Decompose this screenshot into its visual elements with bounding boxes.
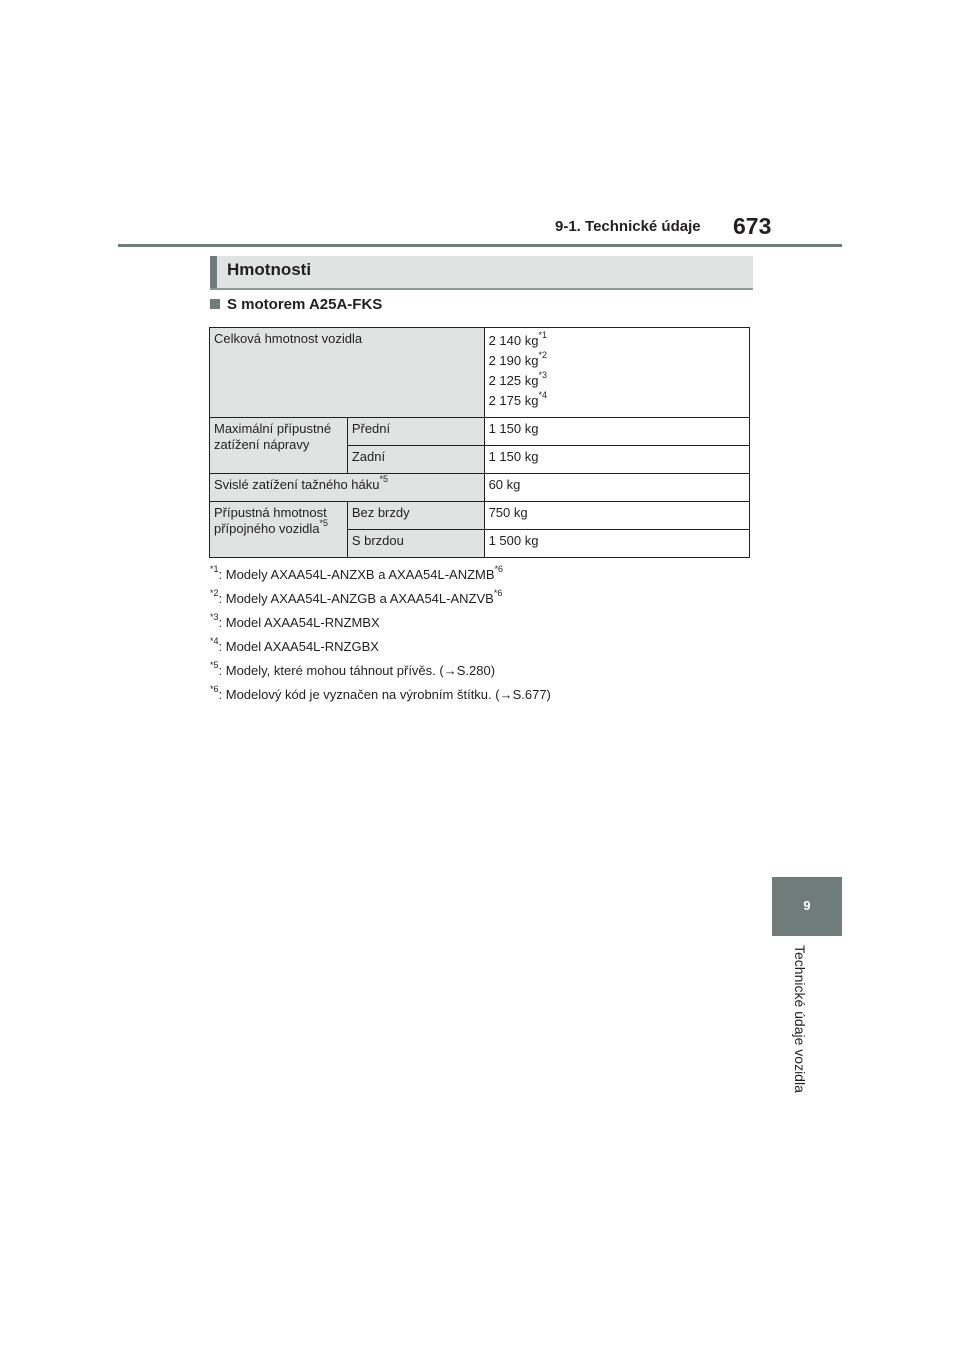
- trailer-weight-label: Přípustná hmotnost přípojného vozidla$^{*5}$: [210, 502, 348, 558]
- front-axle-label: Přední: [347, 418, 484, 446]
- square-bullet-icon: [210, 299, 220, 309]
- unbraked-label: Bez brzdy: [347, 502, 484, 530]
- footnote: $^{*5}$: Modely, které mohou táhnout přívěs. (→S.280): [210, 659, 496, 678]
- chapter-number: 9: [803, 898, 811, 913]
- table-row: [210, 474, 750, 502]
- weight-value: 2 175 $kg^{*4}$: [488, 389, 547, 408]
- section-heading-marker: [210, 256, 217, 288]
- gross-weight-values: [484, 328, 749, 418]
- footnote: $^{*1}$: Modely AXAA54L-ANZXB a AXAA54L-ANZMB$^{*6}$: [210, 563, 504, 582]
- table-row: [210, 328, 750, 418]
- table-row: [210, 418, 750, 446]
- chapter-title: Technické údaje vozidla: [792, 945, 808, 1093]
- footnote: $^{*4}$: Model AXAA54L-RNZGBX: [210, 635, 379, 654]
- weight-value: 2 190 $kg^{*2}$: [488, 349, 547, 368]
- weight-value: 2 125 $kg^{*3}$: [488, 369, 547, 388]
- subsection-title: S motorem A25A-FKS: [227, 296, 383, 313]
- footnote: $^{*2}$: Modely AXAA54L-ANZGB a AXAA54L-ANZVB$^{*6}$: [210, 587, 503, 606]
- page-number: 673: [733, 213, 772, 239]
- braked-value: 1 500 kg: [484, 530, 749, 558]
- braked-label: S brzdou: [347, 530, 484, 558]
- footnotes: [210, 563, 770, 707]
- header-section-title: 9-1. Technické údaje: [555, 218, 701, 235]
- footnote: $^{*6}$: Modelový kód je vyznačen na výrobním štítku. (→S.677): [210, 683, 551, 702]
- weight-value: 2 140 $kg^{*1}$: [488, 329, 547, 348]
- rear-axle-value: 1 150 kg: [484, 446, 749, 474]
- unbraked-value: 750 kg: [484, 502, 749, 530]
- footnote: $^{*3}$: Model AXAA54L-RNZMBX: [210, 611, 380, 630]
- axle-load-label: Maximální přípustné zatížení nápravy: [210, 418, 348, 474]
- subsection-heading: [210, 296, 382, 313]
- front-axle-value: 1 150 kg: [484, 418, 749, 446]
- rear-axle-label: Zadní: [347, 446, 484, 474]
- chapter-tab[interactable]: [772, 877, 842, 936]
- table-row: [210, 502, 750, 530]
- header-divider: [118, 244, 842, 247]
- gross-weight-label: Celková hmotnost vozidla: [210, 328, 485, 418]
- weights-table: [209, 327, 750, 558]
- hitch-load-value: 60 kg: [484, 474, 749, 502]
- section-title: Hmotnosti: [227, 260, 312, 279]
- section-heading-bar: [210, 256, 753, 290]
- hitch-load-label: Svislé zatížení tažného háku$^{*5}$: [210, 474, 485, 502]
